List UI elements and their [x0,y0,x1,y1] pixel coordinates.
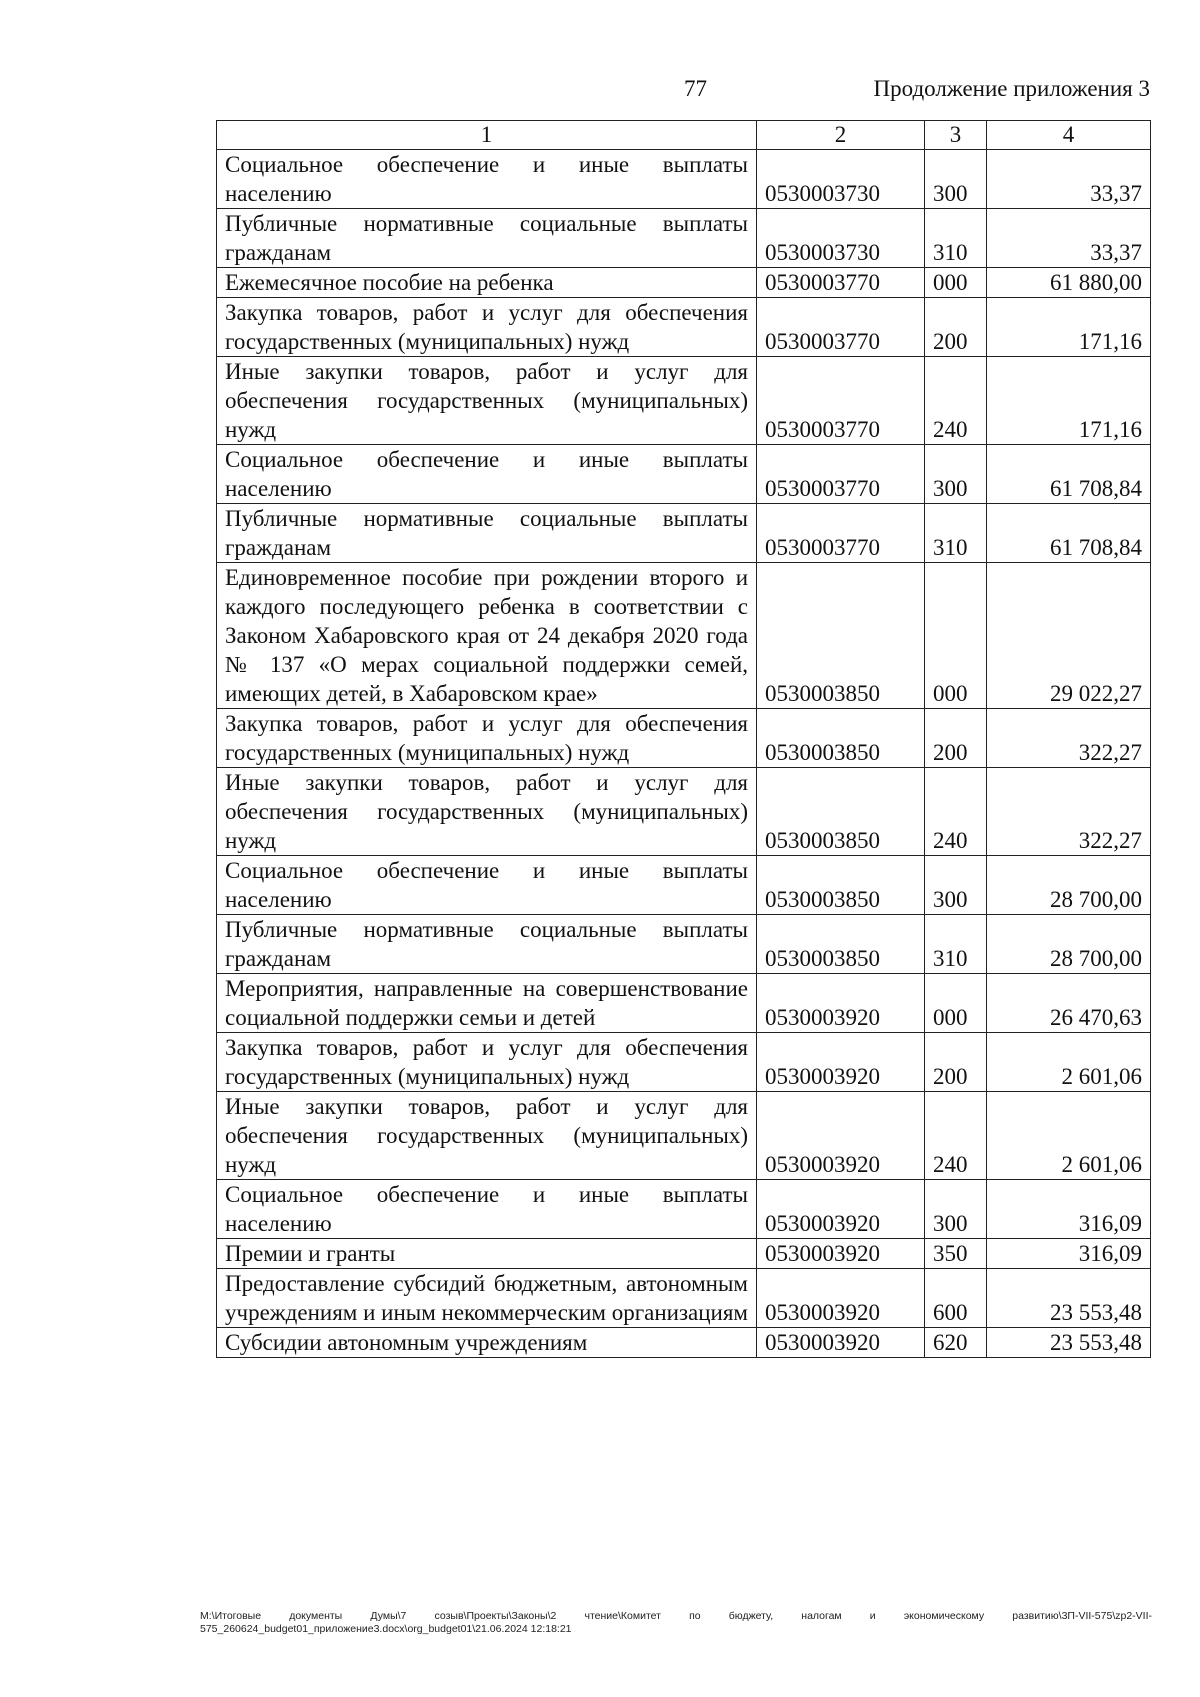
row-amount: 171,16 [987,298,1151,357]
row-name: Закупка товаров, работ и услуг для обеспечения государственных (муниципальных) нужд [217,298,757,357]
table-row [217,1328,1151,1358]
row-expense-type: 200 [925,709,987,768]
row-target-code: 0530003770 [757,298,925,357]
row-amount: 61 708,84 [987,504,1151,563]
row-name: Закупка товаров, работ и услуг для обеспечения государственных (муниципальных) нужд [217,1033,757,1092]
row-name: Единовременное пособие при рождении второго и каждого последующего ребенка в соответствии с Законом Хабаровского края от 24 декабря 2020 года № 137 «О мерах социальной поддержки семей, имеющих детей, в Хабаровском крае» [217,563,757,709]
table-row [217,209,1151,268]
row-target-code: 0530003850 [757,768,925,856]
page-number: 77 [684,76,707,101]
table-row [217,915,1151,974]
row-name: Социальное обеспечение и иные выплаты населению [217,856,757,915]
row-amount: 26 470,63 [987,974,1151,1033]
row-amount: 171,16 [987,357,1151,445]
row-amount: 322,27 [987,768,1151,856]
table-row [217,1269,1151,1328]
row-amount: 28 700,00 [987,915,1151,974]
row-expense-type: 300 [925,856,987,915]
row-amount: 316,09 [987,1239,1151,1269]
row-expense-type: 000 [925,563,987,709]
table-row [217,1239,1151,1269]
row-name: Иные закупки товаров, работ и услуг для обеспечения государственных (муниципальных) нужд [217,1092,757,1180]
row-target-code: 0530003730 [757,150,925,209]
row-expense-type: 000 [925,268,987,298]
row-target-code: 0530003770 [757,268,925,298]
row-name: Закупка товаров, работ и услуг для обеспечения государственных (муниципальных) нужд [217,709,757,768]
table-row [217,856,1151,915]
row-amount: 322,27 [987,709,1151,768]
row-target-code: 0530003920 [757,1033,925,1092]
row-target-code: 0530003920 [757,974,925,1033]
row-name: Ежемесячное пособие на ребенка [217,268,757,298]
row-name: Социальное обеспечение и иные выплаты населению [217,445,757,504]
row-name: Мероприятия, направленные на совершенствование социальной поддержки семьи и детей [217,974,757,1033]
row-amount: 2 601,06 [987,1033,1151,1092]
row-amount: 28 700,00 [987,856,1151,915]
table-row [217,357,1151,445]
column-number-row [217,121,1151,150]
row-target-code: 0530003920 [757,1328,925,1358]
table-row [217,504,1151,563]
row-name: Публичные нормативные социальные выплаты гражданам [217,504,757,563]
row-expense-type: 350 [925,1239,987,1269]
row-target-code: 0530003920 [757,1239,925,1269]
table-row [217,768,1151,856]
row-expense-type: 620 [925,1328,987,1358]
row-expense-type: 000 [925,974,987,1033]
table-row [217,150,1151,209]
column-number-2: 2 [757,121,925,150]
row-amount: 29 022,27 [987,563,1151,709]
table-row [217,1180,1151,1239]
row-amount: 2 601,06 [987,1092,1151,1180]
row-name: Социальное обеспечение и иные выплаты населению [217,1180,757,1239]
budget-table-body [217,121,1151,1358]
table-row [217,298,1151,357]
row-target-code: 0530003920 [757,1180,925,1239]
column-number-3: 3 [925,121,987,150]
row-target-code: 0530003850 [757,915,925,974]
row-expense-type: 310 [925,915,987,974]
row-target-code: 0530003730 [757,209,925,268]
column-number-4: 4 [987,121,1151,150]
row-name: Иные закупки товаров, работ и услуг для обеспечения государственных (муниципальных) нужд [217,768,757,856]
continuation-heading: Продолжение приложения 3 [873,76,1150,101]
row-amount: 33,37 [987,209,1151,268]
row-expense-type: 310 [925,504,987,563]
document-path-footer: M:\Итоговые документы Думы\7 созыв\Проекты\Законы\2 чтение\Комитет по бюджету, налогам и экономическому развитию\3П-VII-575\zp2-VII-575_260624_budget01_приложение3.docx\org_budget01\21.06.2024 12:18:21 [200,1610,1152,1635]
budget-table [216,120,1151,1358]
table-row [217,1092,1151,1180]
table-row [217,268,1151,298]
row-target-code: 0530003850 [757,856,925,915]
row-expense-type: 300 [925,445,987,504]
row-name: Предоставление субсидий бюджетным, автономным учреждениям и иным некоммерческим организациям [217,1269,757,1328]
row-expense-type: 240 [925,357,987,445]
row-name: Субсидии автономным учреждениям [217,1328,757,1358]
row-target-code: 0530003850 [757,563,925,709]
row-expense-type: 300 [925,1180,987,1239]
table-row [217,445,1151,504]
row-name: Публичные нормативные социальные выплаты гражданам [217,209,757,268]
row-amount: 316,09 [987,1180,1151,1239]
row-amount: 23 553,48 [987,1269,1151,1328]
row-target-code: 0530003920 [757,1269,925,1328]
table-row [217,709,1151,768]
table-row [217,1033,1151,1092]
row-amount: 23 553,48 [987,1328,1151,1358]
table-row [217,974,1151,1033]
row-expense-type: 600 [925,1269,987,1328]
row-name: Публичные нормативные социальные выплаты гражданам [217,915,757,974]
row-expense-type: 240 [925,1092,987,1180]
row-name: Иные закупки товаров, работ и услуг для обеспечения государственных (муниципальных) нужд [217,357,757,445]
row-expense-type: 240 [925,768,987,856]
row-amount: 33,37 [987,150,1151,209]
column-number-1: 1 [217,121,757,150]
row-target-code: 0530003770 [757,445,925,504]
row-expense-type: 200 [925,1033,987,1092]
row-name: Премии и гранты [217,1239,757,1269]
row-expense-type: 300 [925,150,987,209]
row-name: Социальное обеспечение и иные выплаты населению [217,150,757,209]
row-expense-type: 200 [925,298,987,357]
row-target-code: 0530003920 [757,1092,925,1180]
row-expense-type: 310 [925,209,987,268]
row-target-code: 0530003770 [757,504,925,563]
row-target-code: 0530003770 [757,357,925,445]
table-row [217,563,1151,709]
row-amount: 61 880,00 [987,268,1151,298]
row-target-code: 0530003850 [757,709,925,768]
row-amount: 61 708,84 [987,445,1151,504]
